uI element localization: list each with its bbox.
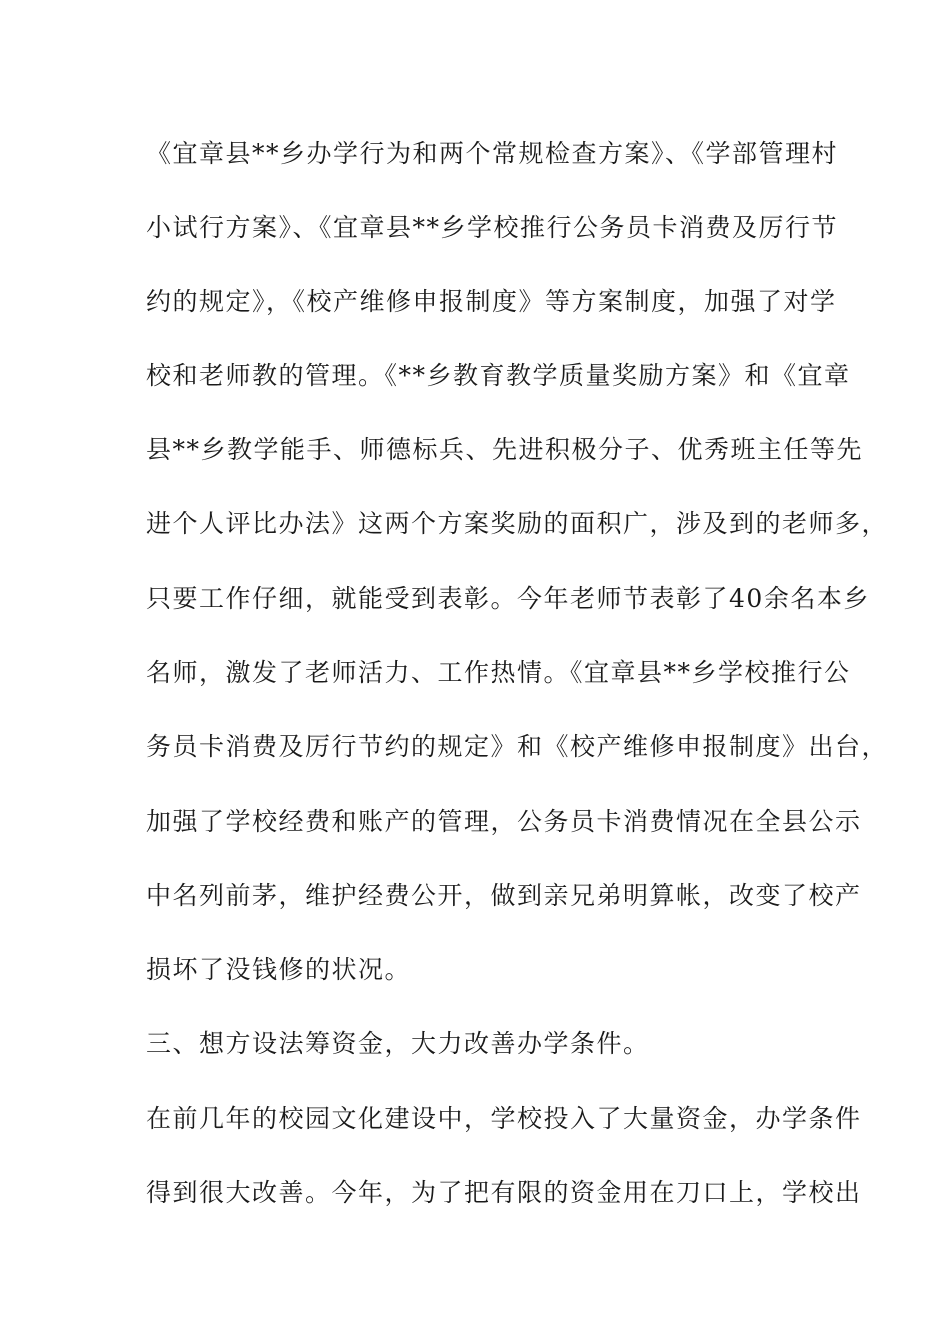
text-line: 县**乡教学能手、师德标兵、先进积极分子、优秀班主任等先 (146, 435, 864, 464)
text-line: 校和老师教的管理。《**乡教育教学质量奖励方案》和《宜章 (146, 361, 851, 390)
text-line: 得到很大改善。今年，为了把有限的资金用在刀口上，学校出 (146, 1178, 862, 1207)
text-line: 加强了学校经费和账产的管理，公务员卡消费情况在全县公示 (146, 807, 862, 836)
text-line: 务员卡消费及厉行节约的规定》和《校产维修申报制度》出台， (146, 732, 889, 761)
text-line: 小试行方案》、《宜章县**乡学校推行公务员卡消费及厉行节 (146, 213, 839, 242)
text-line: 中名列前茅，维护经费公开，做到亲兄弟明算帐，改变了校产 (146, 881, 862, 910)
text-line: 在前几年的校园文化建设中，学校投入了大量资金，办学条件 (146, 1104, 862, 1133)
text-line: 《宜章县**乡办学行为和两个常规检查方案》、《学部管理村 (146, 139, 839, 168)
text-line: 损坏了没钱修的状况。 (146, 955, 412, 984)
section-heading: 三、想方设法筹资金，大力改善办学条件。 (146, 1029, 650, 1058)
text-line: 名师，激发了老师活力、工作热情。《宜章县**乡学校推行公 (146, 658, 851, 687)
text-line: 只要工作仔细，就能受到表彰。今年老师节表彰了40余名本乡 (146, 584, 870, 613)
text-line: 约的规定》，《校产维修申报制度》等方案制度，加强了对学 (146, 287, 837, 316)
text-line: 进个人评比办法》这两个方案奖励的面积广，涉及到的老师多， (146, 509, 889, 538)
